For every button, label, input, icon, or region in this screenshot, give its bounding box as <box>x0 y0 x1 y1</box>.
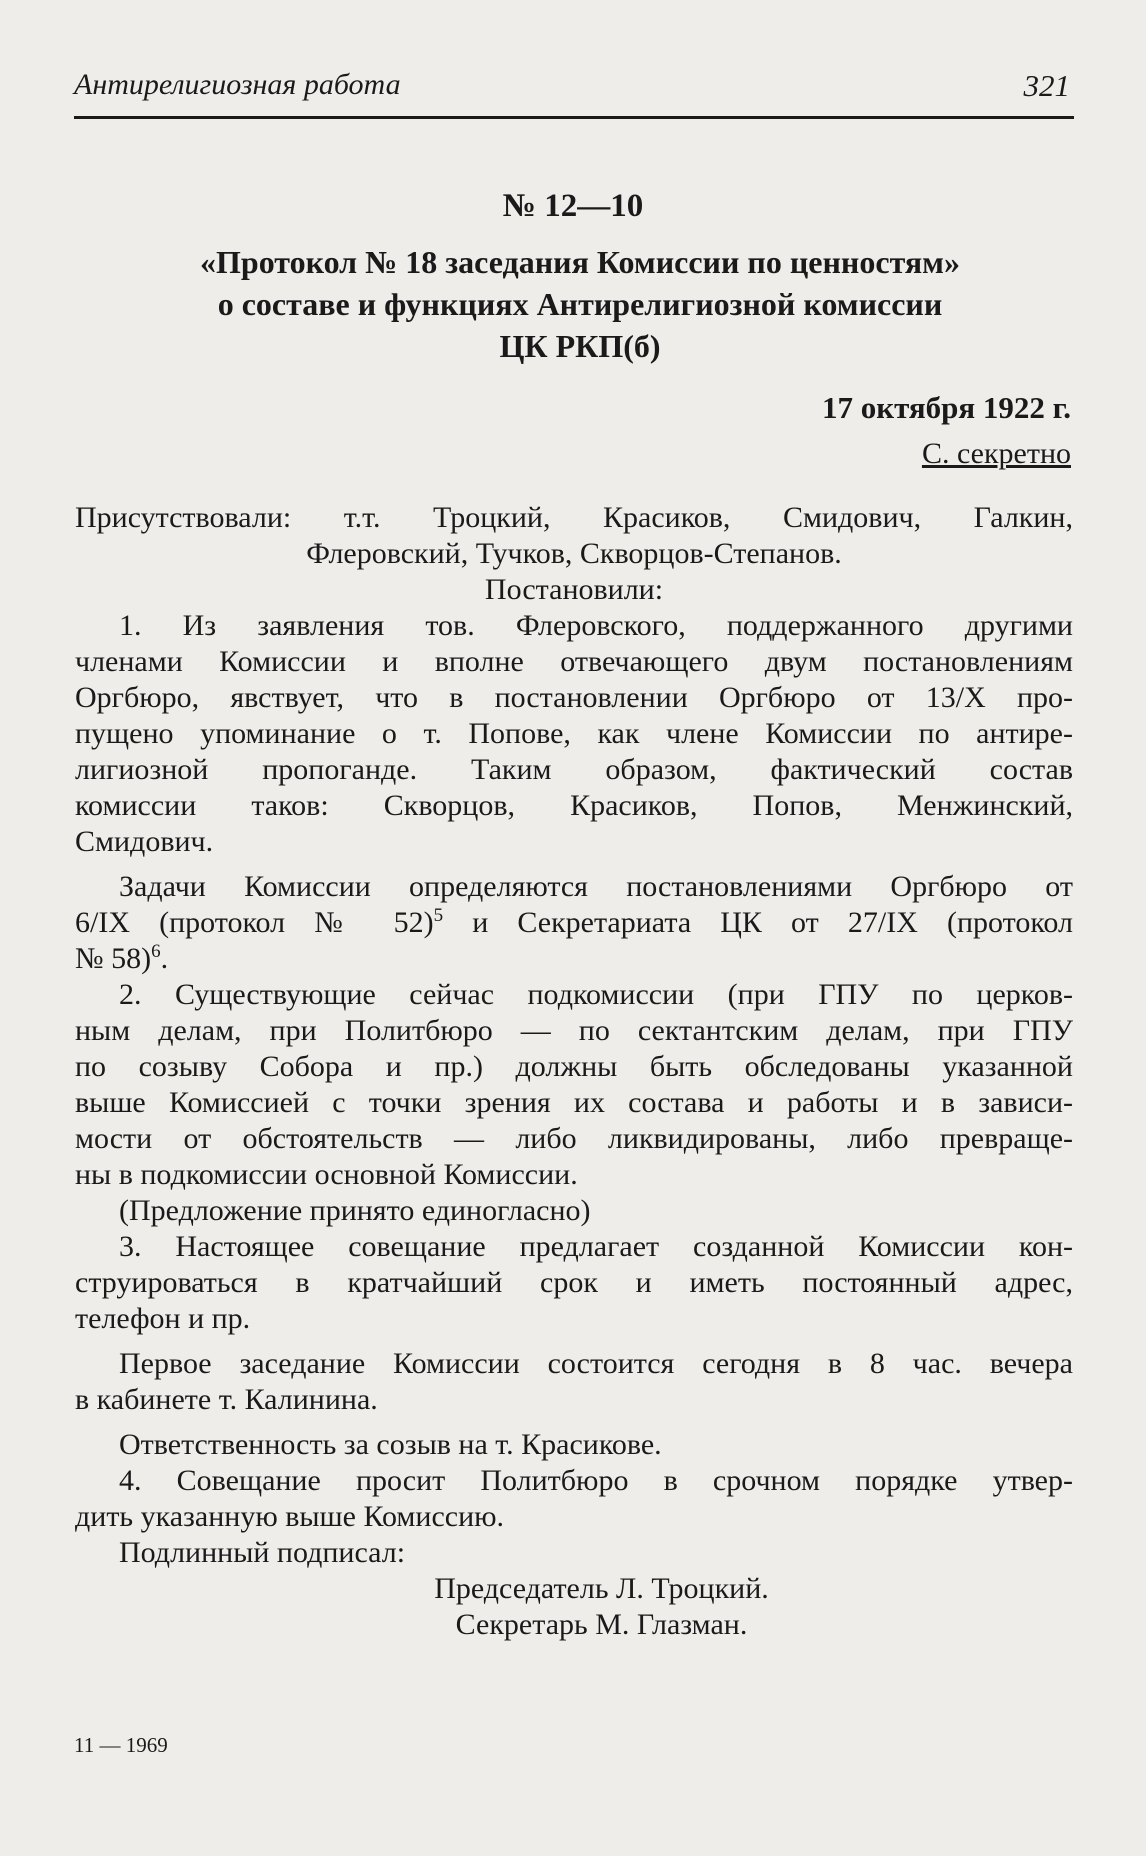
text-line: мости от обстоятельств — либо ликвидированы, либо превраще- <box>75 1122 1073 1155</box>
signature-mark: 11 — 1969 <box>74 1733 168 1757</box>
text-line: выше Комиссией с точки зрения их состава и работы и в зависи- <box>75 1086 1073 1119</box>
tasks-paragraph <box>75 869 1073 977</box>
text-line: по созыву Собора и пр.) должны быть обследованы указанной <box>75 1050 1073 1083</box>
text-line: ным делам, при Политбюро — по сектантским делам, при ГПУ <box>75 1014 1073 1047</box>
document-title <box>100 241 1060 367</box>
secretary-signature: Секретарь М. Глазман. <box>455 1608 748 1641</box>
title-line: ЦК РКП(б) <box>499 328 661 364</box>
text-line: телефон и пр. <box>75 1302 251 1335</box>
present-line: Флеровский, Тучков, Скворцов-Степанов. <box>306 537 842 570</box>
signed-label: Подлинный подписал: <box>119 1536 406 1569</box>
text-line: членами Комиссии и вполне отвечающего двум постановлениям <box>75 645 1073 678</box>
resolved-heading: Постановили: <box>484 573 664 606</box>
text-line: дить указанную выше Комиссию. <box>75 1500 505 1533</box>
footnote-ref: 5 <box>433 905 444 926</box>
text-line: лигиозной пропоганде. Таким образом, фактический состав <box>75 753 1073 786</box>
responsibility-line: Ответственность за созыв на т. Красикове. <box>119 1428 662 1461</box>
classification-mark: С. секретно <box>921 437 1071 470</box>
item-2 <box>75 977 1073 1193</box>
item-4 <box>75 1463 1073 1535</box>
document-number: № 12—10 <box>502 188 644 224</box>
document-body <box>75 500 1073 1643</box>
title-line: «Протокол № 18 заседания Комиссии по ценностям» <box>200 244 960 280</box>
text-line: Смидович. <box>75 825 214 858</box>
text-line <box>75 941 1073 977</box>
text-fragment: и Секретариата ЦК от 27/IX (протокол <box>443 906 1073 939</box>
text-line: пущено упоминание о т. Попове, как члене Комиссии по антире- <box>75 717 1073 750</box>
text-line: Задачи Комиссии определяются постановлениями Оргбюро от <box>119 870 1073 903</box>
text-fragment: 6/IX (протокол № 52) <box>75 906 434 939</box>
title-line: о составе и функциях Антирелигиозной комиссии <box>217 286 943 322</box>
text-line: струироваться в кратчайший срок и иметь постоянный адрес, <box>75 1266 1073 1299</box>
unanimous-note: (Предложение принято единогласно) <box>119 1194 591 1227</box>
text-line: Оргбюро, явствует, что в постановлении Оргбюро от 13/X про- <box>75 681 1073 714</box>
running-header <box>74 58 1074 119</box>
text-line: 3. Настоящее совещание предлагает созданной Комиссии кон- <box>119 1230 1073 1263</box>
text-line: 1. Из заявления тов. Флеровского, поддержанного другими <box>119 609 1073 642</box>
present-line: Присутствовали: т.т. Троцкий, Красиков, Смидович, Галкин, <box>75 501 1073 534</box>
document-date: 17 октября 1922 г. <box>821 390 1071 425</box>
text-line: ны в подкомиссии основной Комиссии. <box>75 1158 578 1191</box>
text-line: Первое заседание Комиссии состоится сегодня в 8 час. вечера <box>119 1347 1073 1380</box>
text-line <box>75 905 1073 941</box>
text-fragment: . <box>160 942 169 975</box>
text-fragment: № 58) <box>75 942 152 975</box>
section-title: Антирелигиозная работа <box>74 68 401 101</box>
page-number: 321 <box>1023 68 1070 103</box>
item-3 <box>75 1229 1073 1337</box>
text-line: 2. Существующие сейчас подкомиссии (при ГПУ по церков- <box>119 978 1073 1011</box>
text-line: в кабинете т. Калинина. <box>75 1383 378 1416</box>
footnote-ref: 6 <box>151 941 161 962</box>
meeting-paragraph <box>75 1346 1073 1418</box>
text-line: комиссии таков: Скворцов, Красиков, Попов, Менжинский, <box>75 789 1073 822</box>
chairman-signature: Председатель Л. Троцкий. <box>434 1572 769 1605</box>
item-1 <box>75 608 1073 860</box>
text-line: 4. Совещание просит Политбюро в срочном порядке утвер- <box>119 1464 1073 1497</box>
